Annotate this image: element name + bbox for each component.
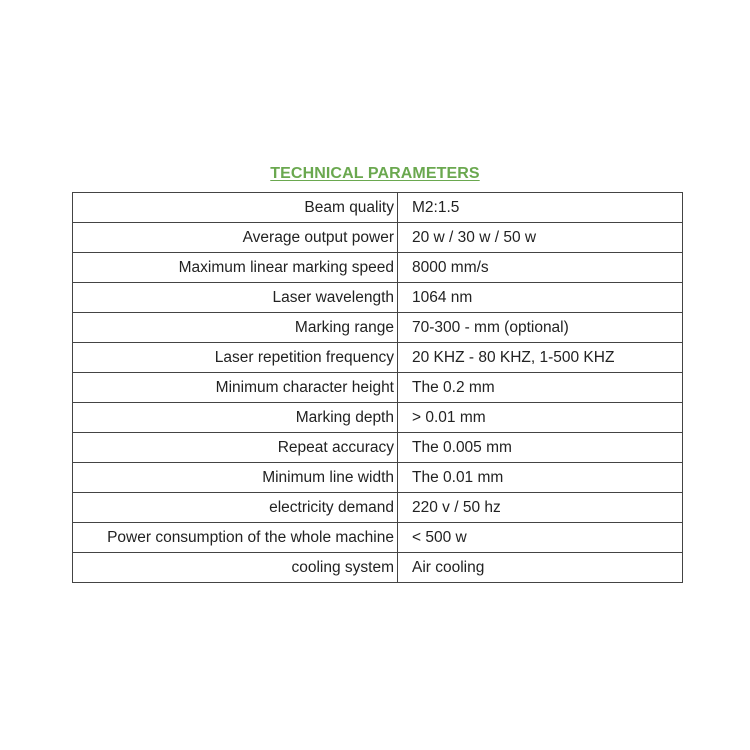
parameters-table: [72, 192, 683, 583]
parameter-value: Air cooling: [398, 553, 683, 583]
table-row: [73, 403, 683, 433]
parameter-value: 20 w / 30 w / 50 w: [398, 223, 683, 253]
parameter-name: Marking depth: [73, 403, 398, 433]
parameter-name: electricity demand: [73, 493, 398, 523]
parameter-value: > 0.01 mm: [398, 403, 683, 433]
parameter-value: The 0.2 mm: [398, 373, 683, 403]
parameter-name: Maximum linear marking speed: [73, 253, 398, 283]
parameter-name: Minimum line width: [73, 463, 398, 493]
parameter-name: Repeat accuracy: [73, 433, 398, 463]
parameter-value: 1064 nm: [398, 283, 683, 313]
table-row: [73, 493, 683, 523]
parameter-value: 220 v / 50 hz: [398, 493, 683, 523]
table-row: [73, 463, 683, 493]
parameter-name: Average output power: [73, 223, 398, 253]
parameter-name: Laser repetition frequency: [73, 343, 398, 373]
parameter-name: Laser wavelength: [73, 283, 398, 313]
table-row: [73, 253, 683, 283]
table-row: [73, 373, 683, 403]
parameter-name: Power consumption of the whole machine: [73, 523, 398, 553]
table-row: [73, 193, 683, 223]
parameter-value: 70-300 - mm (optional): [398, 313, 683, 343]
table-row: [73, 523, 683, 553]
table-row: [73, 223, 683, 253]
table-row: [73, 283, 683, 313]
parameter-value: 8000 mm/s: [398, 253, 683, 283]
parameter-value: < 500 w: [398, 523, 683, 553]
parameter-name: Beam quality: [73, 193, 398, 223]
table-row: [73, 433, 683, 463]
table-row: [73, 553, 683, 583]
parameter-value: The 0.005 mm: [398, 433, 683, 463]
parameter-name: cooling system: [73, 553, 398, 583]
table-row: [73, 343, 683, 373]
parameter-name: Minimum character height: [73, 373, 398, 403]
parameter-value: M2:1.5: [398, 193, 683, 223]
table-row: [73, 313, 683, 343]
page-title: TECHNICAL PARAMETERS: [270, 165, 480, 182]
parameter-value: 20 KHZ - 80 KHZ, 1-500 KHZ: [398, 343, 683, 373]
parameter-name: Marking range: [73, 313, 398, 343]
parameter-value: The 0.01 mm: [398, 463, 683, 493]
